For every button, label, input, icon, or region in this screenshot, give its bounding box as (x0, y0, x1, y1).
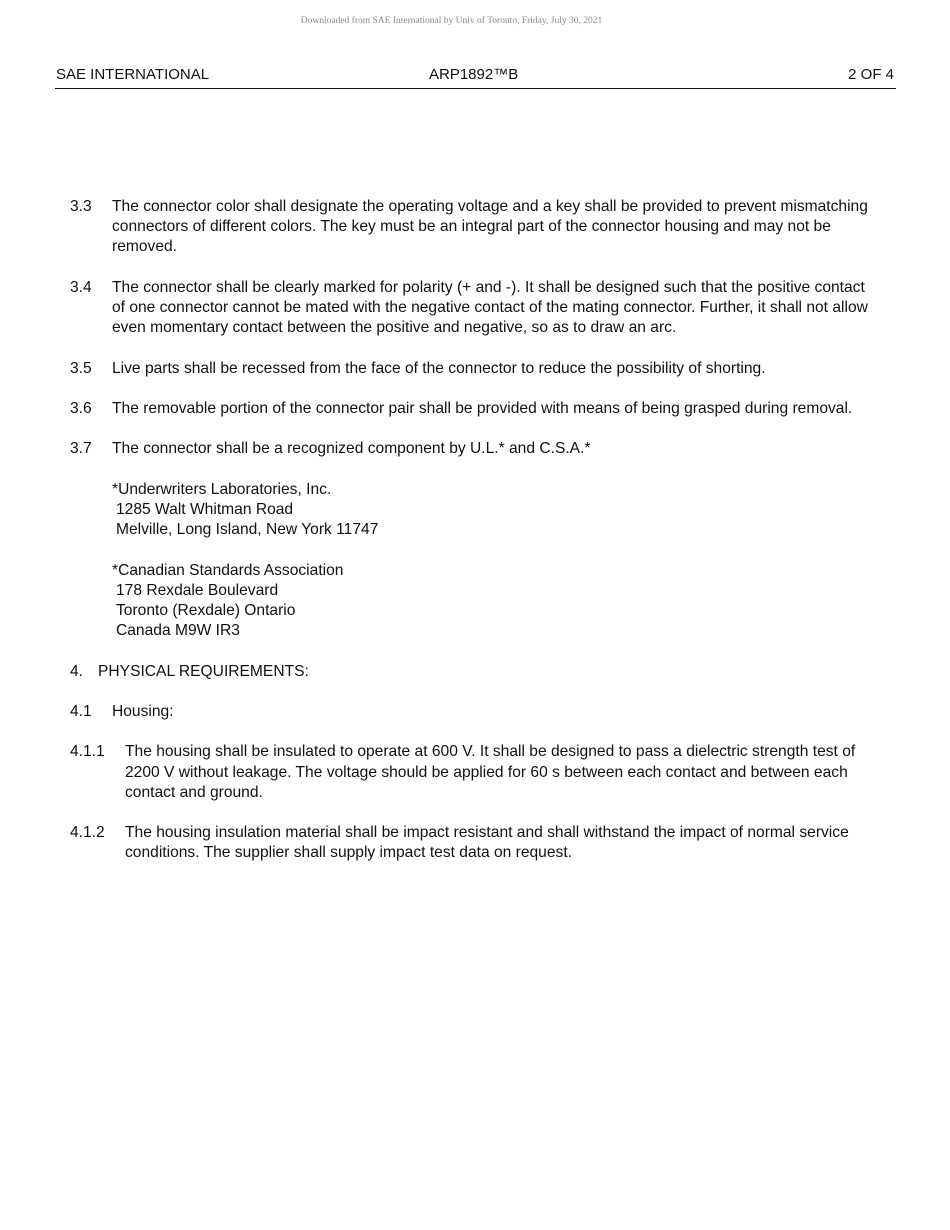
paragraph-text: The removable portion of the connector pair shall be provided with means of being grasped during removal. (112, 399, 853, 417)
address-name: *Canadian Standards Association (112, 561, 344, 579)
section-number: 3.5 (70, 359, 92, 377)
section-number: 3.3 (70, 198, 92, 215)
section-heading-4-1 (69, 702, 869, 722)
address-canadian-standards-association (112, 561, 869, 642)
paragraph-3-3 (69, 197, 869, 258)
paragraph-text: The housing insulation material shall be impact resistant and shall withstand the impact of normal service conditions. The supplier shall supply impact test data on request. (125, 824, 849, 862)
section-number: 4.1 (70, 702, 92, 720)
section-title: Housing: (112, 702, 174, 720)
header-page-number: 2 OF 4 (848, 66, 894, 83)
download-watermark: Downloaded from SAE International by Univ of Toronto, Friday, July 30, 2021 (300, 16, 603, 26)
address-name: *Underwriters Laboratories, Inc. (112, 480, 332, 498)
paragraph-3-6 (69, 399, 869, 419)
address-line: Toronto (Rexdale) Ontario (116, 601, 296, 619)
section-number: 4.1.2 (70, 824, 105, 842)
page-header (55, 66, 896, 89)
paragraph-3-5 (69, 359, 869, 379)
paragraph-text: Live parts shall be recessed from the face of the connector to reduce the possibility of shorting. (112, 359, 766, 377)
section-number: 3.4 (70, 278, 92, 296)
section-number: 3.6 (70, 399, 92, 417)
address-underwriters-laboratories (112, 480, 869, 541)
section-number: 4. (70, 662, 84, 680)
paragraph-3-4 (69, 278, 869, 339)
address-line: 178 Rexdale Boulevard (116, 581, 279, 599)
section-number: 4.1.1 (70, 743, 105, 761)
address-line: Canada M9W IR3 (116, 622, 240, 640)
paragraph-4-1-1 (69, 742, 869, 803)
paragraph-text: The connector shall be clearly marked for polarity (+ and -). It shall be designed such that the positive contact of one connector cannot be mated with the negative contact of the mating connector. Further, it shall not allow even momentary contact between the positive and negative, so as to draw an arc. (112, 278, 868, 337)
paragraph-3-7 (69, 439, 869, 459)
address-line: 1285 Walt Whitman Road (116, 500, 294, 518)
paragraph-text: The connector shall be a recognized component by U.L.* and C.S.A.* (112, 440, 591, 458)
address-line: Melville, Long Island, New York 11747 (116, 521, 379, 539)
section-title: PHYSICAL REQUIREMENTS: (98, 662, 309, 680)
section-heading-4 (69, 662, 869, 682)
header-organization: SAE INTERNATIONAL (56, 66, 210, 83)
paragraph-text: The connector color shall designate the operating voltage and a key shall be provided to prevent mismatching connectors of different colors. The key must be an integral part of the connector housing and may not be removed. (112, 198, 868, 256)
paragraph-text: The housing shall be insulated to operate at 600 V. It shall be designed to pass a dielectric strength test of 2200 V without leakage. The voltage should be applied for 60 s between each contact and between each contact and ground. (125, 743, 856, 801)
paragraph-4-1-2 (69, 823, 869, 863)
section-number: 3.7 (70, 440, 92, 458)
document-body (69, 197, 869, 884)
header-document-number: ARP1892™B (429, 66, 519, 83)
